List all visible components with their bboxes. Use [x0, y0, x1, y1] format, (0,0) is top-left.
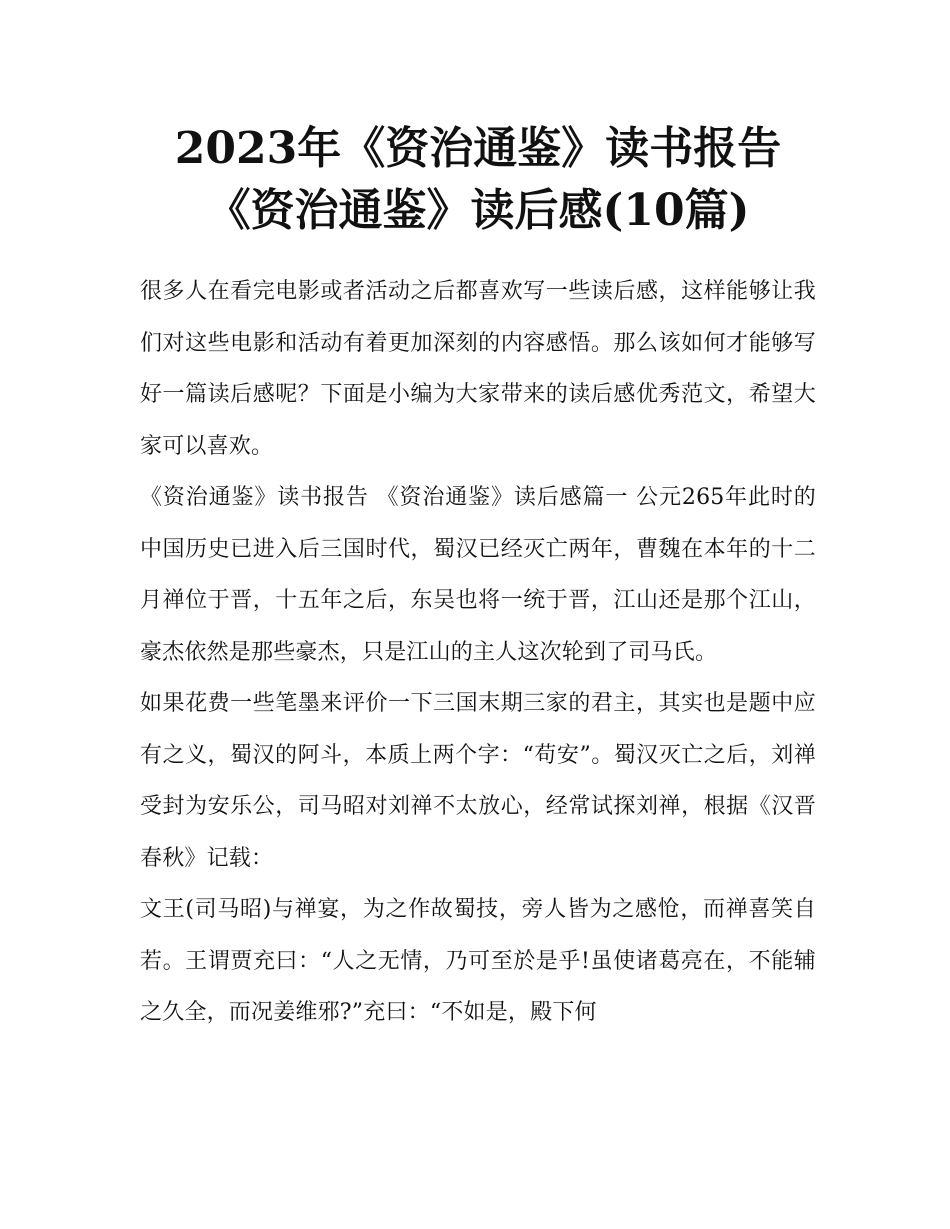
- document-page: [140, 118, 816, 1039]
- paragraph-intro: 很多人在看完电影或者活动之后都喜欢写一些读后感，这样能够让我们对这些电影和活动有着更加深刻的内容感悟。那么该如何才能够写好一篇读后感呢？下面是小编为大家带来的读后感优秀范文，希望大家可以喜欢。: [140, 279, 816, 459]
- document-title: [140, 118, 816, 242]
- paragraph-part-one: 《资治通鉴》读书报告 《资治通鉴》读后感篇一 公元265年此时的中国历史已进入后三国时代，蜀汉已经灭亡两年，曹魏在本年的十二月禅位于晋，十五年之后，东吴也将一统于晋，江山还是那个江山，豪杰依然是那些豪杰，只是江山的主人这次轮到了司马氏。: [140, 485, 816, 665]
- document-body: [140, 266, 816, 1039]
- title-line-1: 2023年《资治通鉴》读书报告: [174, 123, 782, 174]
- paragraph-liushan: 如果花费一些笔墨来评价一下三国末期三家的君主，其实也是题中应有之义，蜀汉的阿斗，本质上两个字：“苟安”。蜀汉灭亡之后，刘禅受封为安乐公，司马昭对刘禅不太放心，经常试探刘禅，根据《汉晋春秋》记载：: [140, 691, 816, 871]
- title-line-2: 《资治通鉴》读后感(10篇): [206, 185, 750, 236]
- paragraph-quote: 文王(司马昭)与禅宴，为之作故蜀技，旁人皆为之感怆，而禅喜笑自若。王谓贾充曰：“人之无情，乃可至於是乎!虽使诸葛亮在，不能辅之久全，而况姜维邪?”充曰：“不如是，殿下何: [140, 897, 816, 1025]
